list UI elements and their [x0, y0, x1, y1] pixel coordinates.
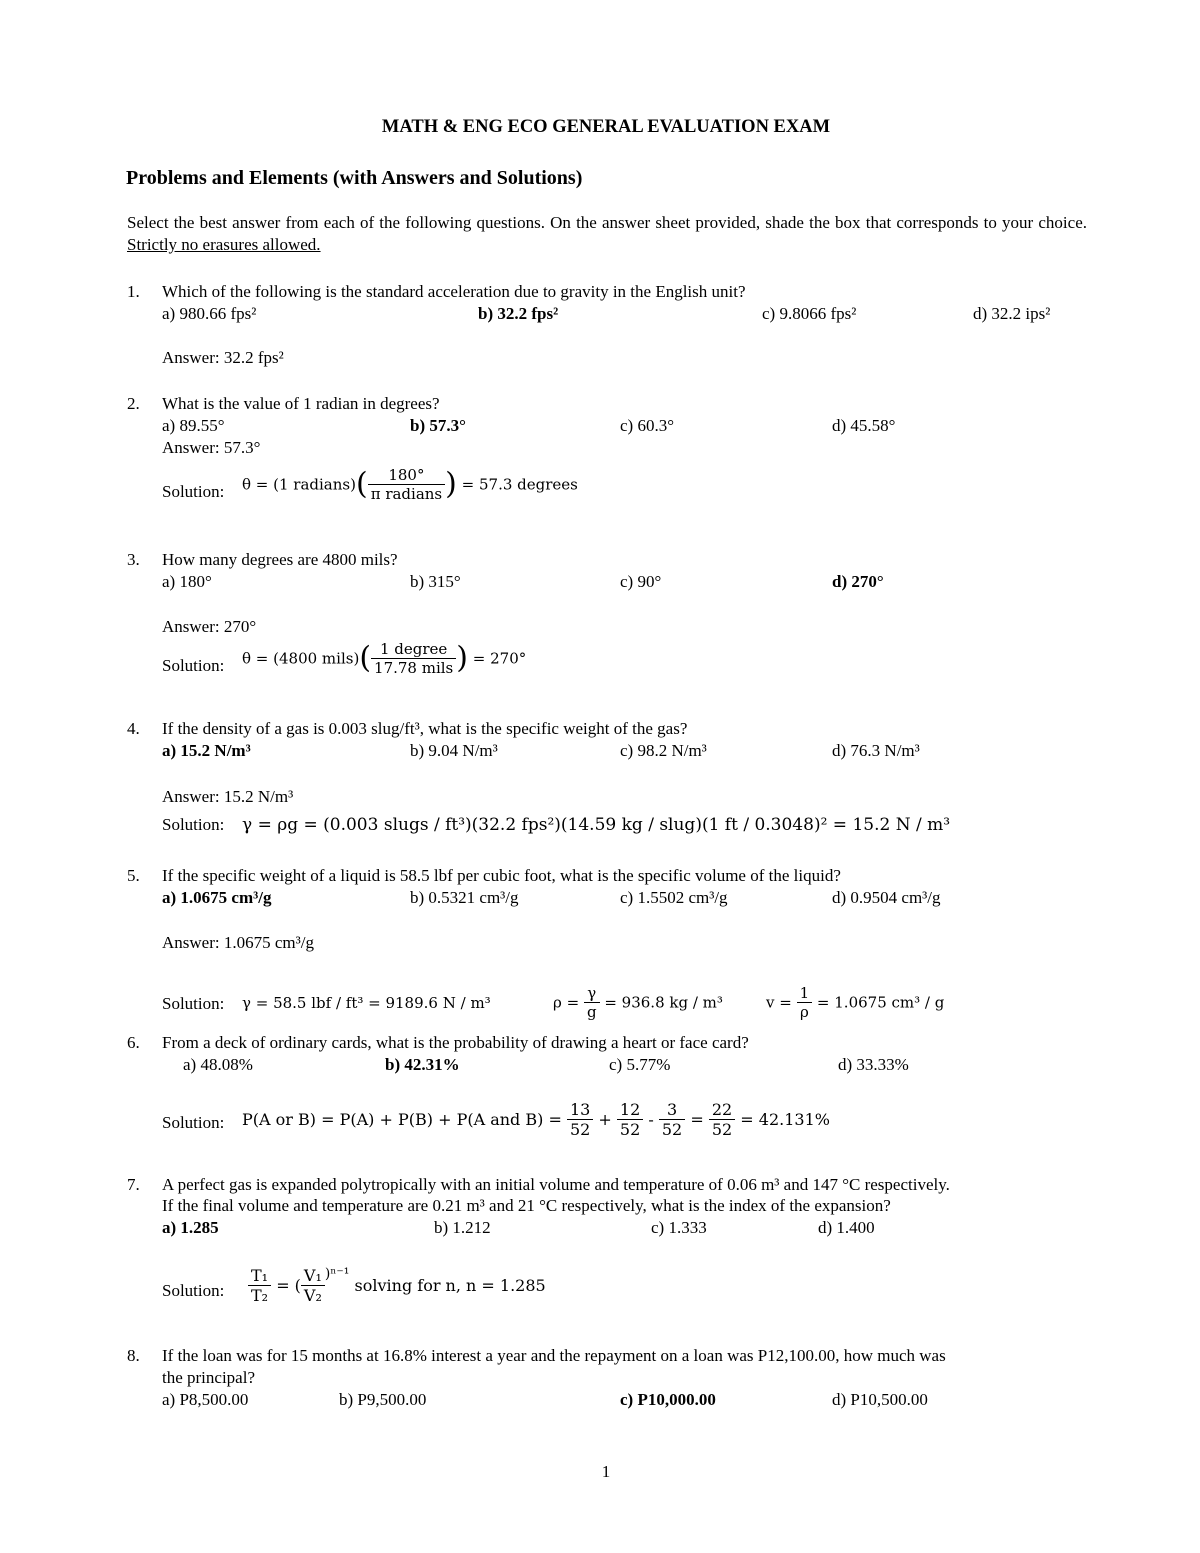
- solution-equation-gamma: γ = 58.5 lbf / ft³ = 9189.6 N / m³: [242, 994, 491, 1012]
- choice-d: d) P10,500.00: [832, 1390, 928, 1409]
- choice-c: c) 1.5502 cm³/g: [620, 888, 728, 907]
- paren-right: ): [456, 640, 468, 676]
- fraction-denominator: 52: [711, 1120, 733, 1140]
- equation-rhs: solving for n, n = 1.285: [354, 1276, 546, 1296]
- fraction: [248, 1266, 271, 1305]
- page-number: 1: [601, 1462, 611, 1481]
- equation-rhs: = 1.0675 cm³ / g: [816, 993, 945, 1012]
- paren-left: (: [355, 466, 368, 502]
- choice-b: b) 0.5321 cm³/g: [410, 888, 519, 907]
- fraction: [371, 640, 456, 677]
- question-text-line2: If the final volume and temperature are 0.21 m³ and 21 °C respectively, what is the index of the expansion?: [162, 1196, 891, 1215]
- question-number: 4.: [127, 719, 140, 738]
- exponent: )ⁿ⁻¹: [324, 1266, 350, 1282]
- fraction-numerator: T₁: [248, 1266, 271, 1286]
- solution-label: Solution:: [162, 482, 225, 501]
- solution-equation: γ = ρg = (0.003 slugs / ft³)(32.2 fps²)(14.59 kg / slug)(1 ft / 0.3048)² = 15.2 N / m³: [242, 815, 951, 835]
- fraction-denominator: π radians: [370, 485, 443, 503]
- fraction-numerator: 1 degree: [371, 640, 456, 659]
- fraction-denominator: T₂: [251, 1286, 269, 1306]
- fraction-numerator: γ: [584, 984, 600, 1003]
- equation-rhs: = 270°: [472, 649, 527, 668]
- solution-label: Solution:: [162, 1113, 225, 1132]
- question-number: 6.: [127, 1033, 140, 1052]
- solution-label: Solution:: [162, 994, 225, 1013]
- choice-b: b) P9,500.00: [339, 1390, 427, 1409]
- choice-b-text: b) 57.3°: [410, 416, 466, 435]
- choice-d: d) 0.9504 cm³/g: [832, 888, 941, 907]
- question-text-line1: A perfect gas is expanded polytropically with an initial volume and temperature of 0.06 m³ and 147 °C respectively.: [162, 1175, 950, 1194]
- equation-middle: = (: [276, 1276, 301, 1296]
- choice-c: c) 9.8066 fps²: [762, 304, 857, 323]
- fraction-numerator: 1: [797, 984, 813, 1003]
- choice-c-correct: c) P10,000.00: [620, 1390, 716, 1409]
- question-text: Which of the following is the standard acceleration due to gravity in the English unit?: [162, 282, 746, 301]
- choice-a-correct: a) 1.285: [162, 1218, 219, 1237]
- equation-rhs: = 936.8 kg / m³: [604, 993, 723, 1012]
- choice-b-correct: b) 42.31%: [385, 1055, 460, 1074]
- fraction: [567, 1100, 593, 1139]
- equation-lhs: P(A or B) = P(A) + P(B) + P(A and B) =: [242, 1110, 562, 1130]
- choice-a: a) 980.66 fps²: [162, 304, 257, 323]
- choice-b: b) 315°: [410, 572, 461, 591]
- choice-b: b) 1.212: [434, 1218, 491, 1237]
- question-number: 2.: [127, 394, 140, 413]
- fraction: [301, 1266, 325, 1305]
- fraction: [584, 984, 600, 1021]
- answer: Answer: 32.2 fps²: [162, 348, 284, 367]
- choice-a: a) P8,500.00: [162, 1390, 249, 1409]
- answer: Answer: 57.3°: [162, 438, 261, 457]
- fraction: [659, 1100, 685, 1139]
- choice-d-correct: d) 270°: [832, 572, 884, 591]
- fraction: [617, 1100, 643, 1139]
- choice-d: d) 76.3 N/m³: [832, 741, 920, 760]
- question-number: 3.: [127, 550, 140, 569]
- fraction-denominator: 52: [661, 1120, 683, 1140]
- choice-a-correct: a) 1.0675 cm³/g: [162, 888, 272, 907]
- choice-d: d) 33.33%: [838, 1055, 909, 1074]
- paren-left: (: [359, 640, 372, 676]
- choice-c: c) 98.2 N/m³: [620, 741, 707, 760]
- page-title: MATH & ENG ECO GENERAL EVALUATION EXAM: [381, 117, 831, 137]
- fraction-denominator: 52: [619, 1120, 641, 1140]
- choice-d: d) 32.2 ips²: [973, 304, 1051, 323]
- solution-equation: [242, 1100, 830, 1139]
- fraction: [368, 466, 445, 503]
- equation-lhs: θ = (1 radians): [242, 475, 356, 494]
- fraction-numerator: 12: [617, 1100, 643, 1120]
- fraction-denominator: 52: [569, 1120, 591, 1140]
- question-text: How many degrees are 4800 mils?: [162, 550, 398, 569]
- equation-lhs: θ = (4800 mils): [242, 649, 360, 668]
- solution-label: Solution:: [162, 1281, 225, 1300]
- equation-rhs: = 42.131%: [740, 1110, 830, 1130]
- equation-rhs: = 57.3 degrees: [461, 475, 578, 494]
- choice-a: a) 89.55°: [162, 416, 225, 435]
- question-number: 8.: [127, 1346, 140, 1365]
- operator: =: [690, 1110, 704, 1130]
- fraction-denominator: 17.78 mils: [374, 659, 454, 677]
- section-heading: Problems and Elements (with Answers and Solutions): [126, 167, 583, 189]
- question-number: 5.: [127, 866, 140, 885]
- instructions-warning: Strictly no erasures allowed.: [127, 235, 321, 254]
- choice-b-correct: [410, 416, 466, 436]
- fraction-numerator: 22: [709, 1100, 735, 1120]
- answer: Answer: 270°: [162, 617, 257, 636]
- instructions: [127, 212, 1087, 256]
- answer: Answer: 1.0675 cm³/g: [162, 933, 314, 952]
- fraction-numerator: V₁: [301, 1266, 325, 1286]
- fraction: [709, 1100, 735, 1139]
- solution-equation-volume: [766, 984, 944, 1021]
- operator: -: [648, 1110, 654, 1130]
- fraction-denominator: g: [586, 1003, 597, 1021]
- solution-equation: [242, 640, 526, 677]
- choice-a: a) 48.08%: [183, 1055, 253, 1074]
- equation-lhs: v =: [766, 993, 792, 1012]
- instructions-text: Select the best answer from each of the following questions. On the answer sheet provided, shade the box that corresponds to your choice.: [127, 213, 1087, 232]
- question-text-line2: the principal?: [162, 1368, 255, 1387]
- choice-d: d) 45.58°: [832, 416, 896, 435]
- question-text: If the specific weight of a liquid is 58.5 lbf per cubic foot, what is the specific volume of the liquid?: [162, 866, 841, 885]
- fraction-numerator: 180°: [368, 466, 445, 485]
- question-text: From a deck of ordinary cards, what is the probability of drawing a heart or face card?: [162, 1033, 749, 1052]
- solution-label: Solution:: [162, 656, 225, 675]
- equation-lhs: ρ =: [553, 993, 580, 1012]
- choice-c: c) 60.3°: [620, 416, 675, 435]
- fraction-denominator: ρ: [799, 1003, 809, 1021]
- solution-equation: [248, 1266, 546, 1305]
- choice-a-correct: a) 15.2 N/m³: [162, 741, 251, 760]
- question-text: If the density of a gas is 0.003 slug/ft³, what is the specific weight of the gas?: [162, 719, 688, 738]
- question-number: 1.: [127, 282, 140, 301]
- operator: +: [598, 1110, 612, 1130]
- fraction: [797, 984, 813, 1021]
- fraction-numerator: 13: [567, 1100, 593, 1120]
- fraction-denominator: V₂: [303, 1286, 322, 1306]
- choice-d: d) 1.400: [818, 1218, 875, 1237]
- question-text: What is the value of 1 radian in degrees?: [162, 394, 440, 413]
- choice-c: c) 5.77%: [609, 1055, 671, 1074]
- choice-c: c) 90°: [620, 572, 662, 591]
- paren-right: ): [445, 466, 457, 502]
- choice-b-correct: b) 32.2 fps²: [478, 304, 559, 323]
- solution-equation-rho: [553, 984, 723, 1021]
- choice-a: a) 180°: [162, 572, 212, 591]
- fraction-numerator: 3: [659, 1100, 685, 1120]
- choice-b: b) 9.04 N/m³: [410, 741, 498, 760]
- question-text-line1: If the loan was for 15 months at 16.8% interest a year and the repayment on a loan was P12,100.00, how much was: [162, 1346, 946, 1365]
- question-number: 7.: [127, 1175, 140, 1194]
- solution-equation: [242, 466, 578, 503]
- answer: Answer: 15.2 N/m³: [162, 787, 294, 806]
- choice-c: c) 1.333: [651, 1218, 707, 1237]
- solution-label: Solution:: [162, 815, 225, 834]
